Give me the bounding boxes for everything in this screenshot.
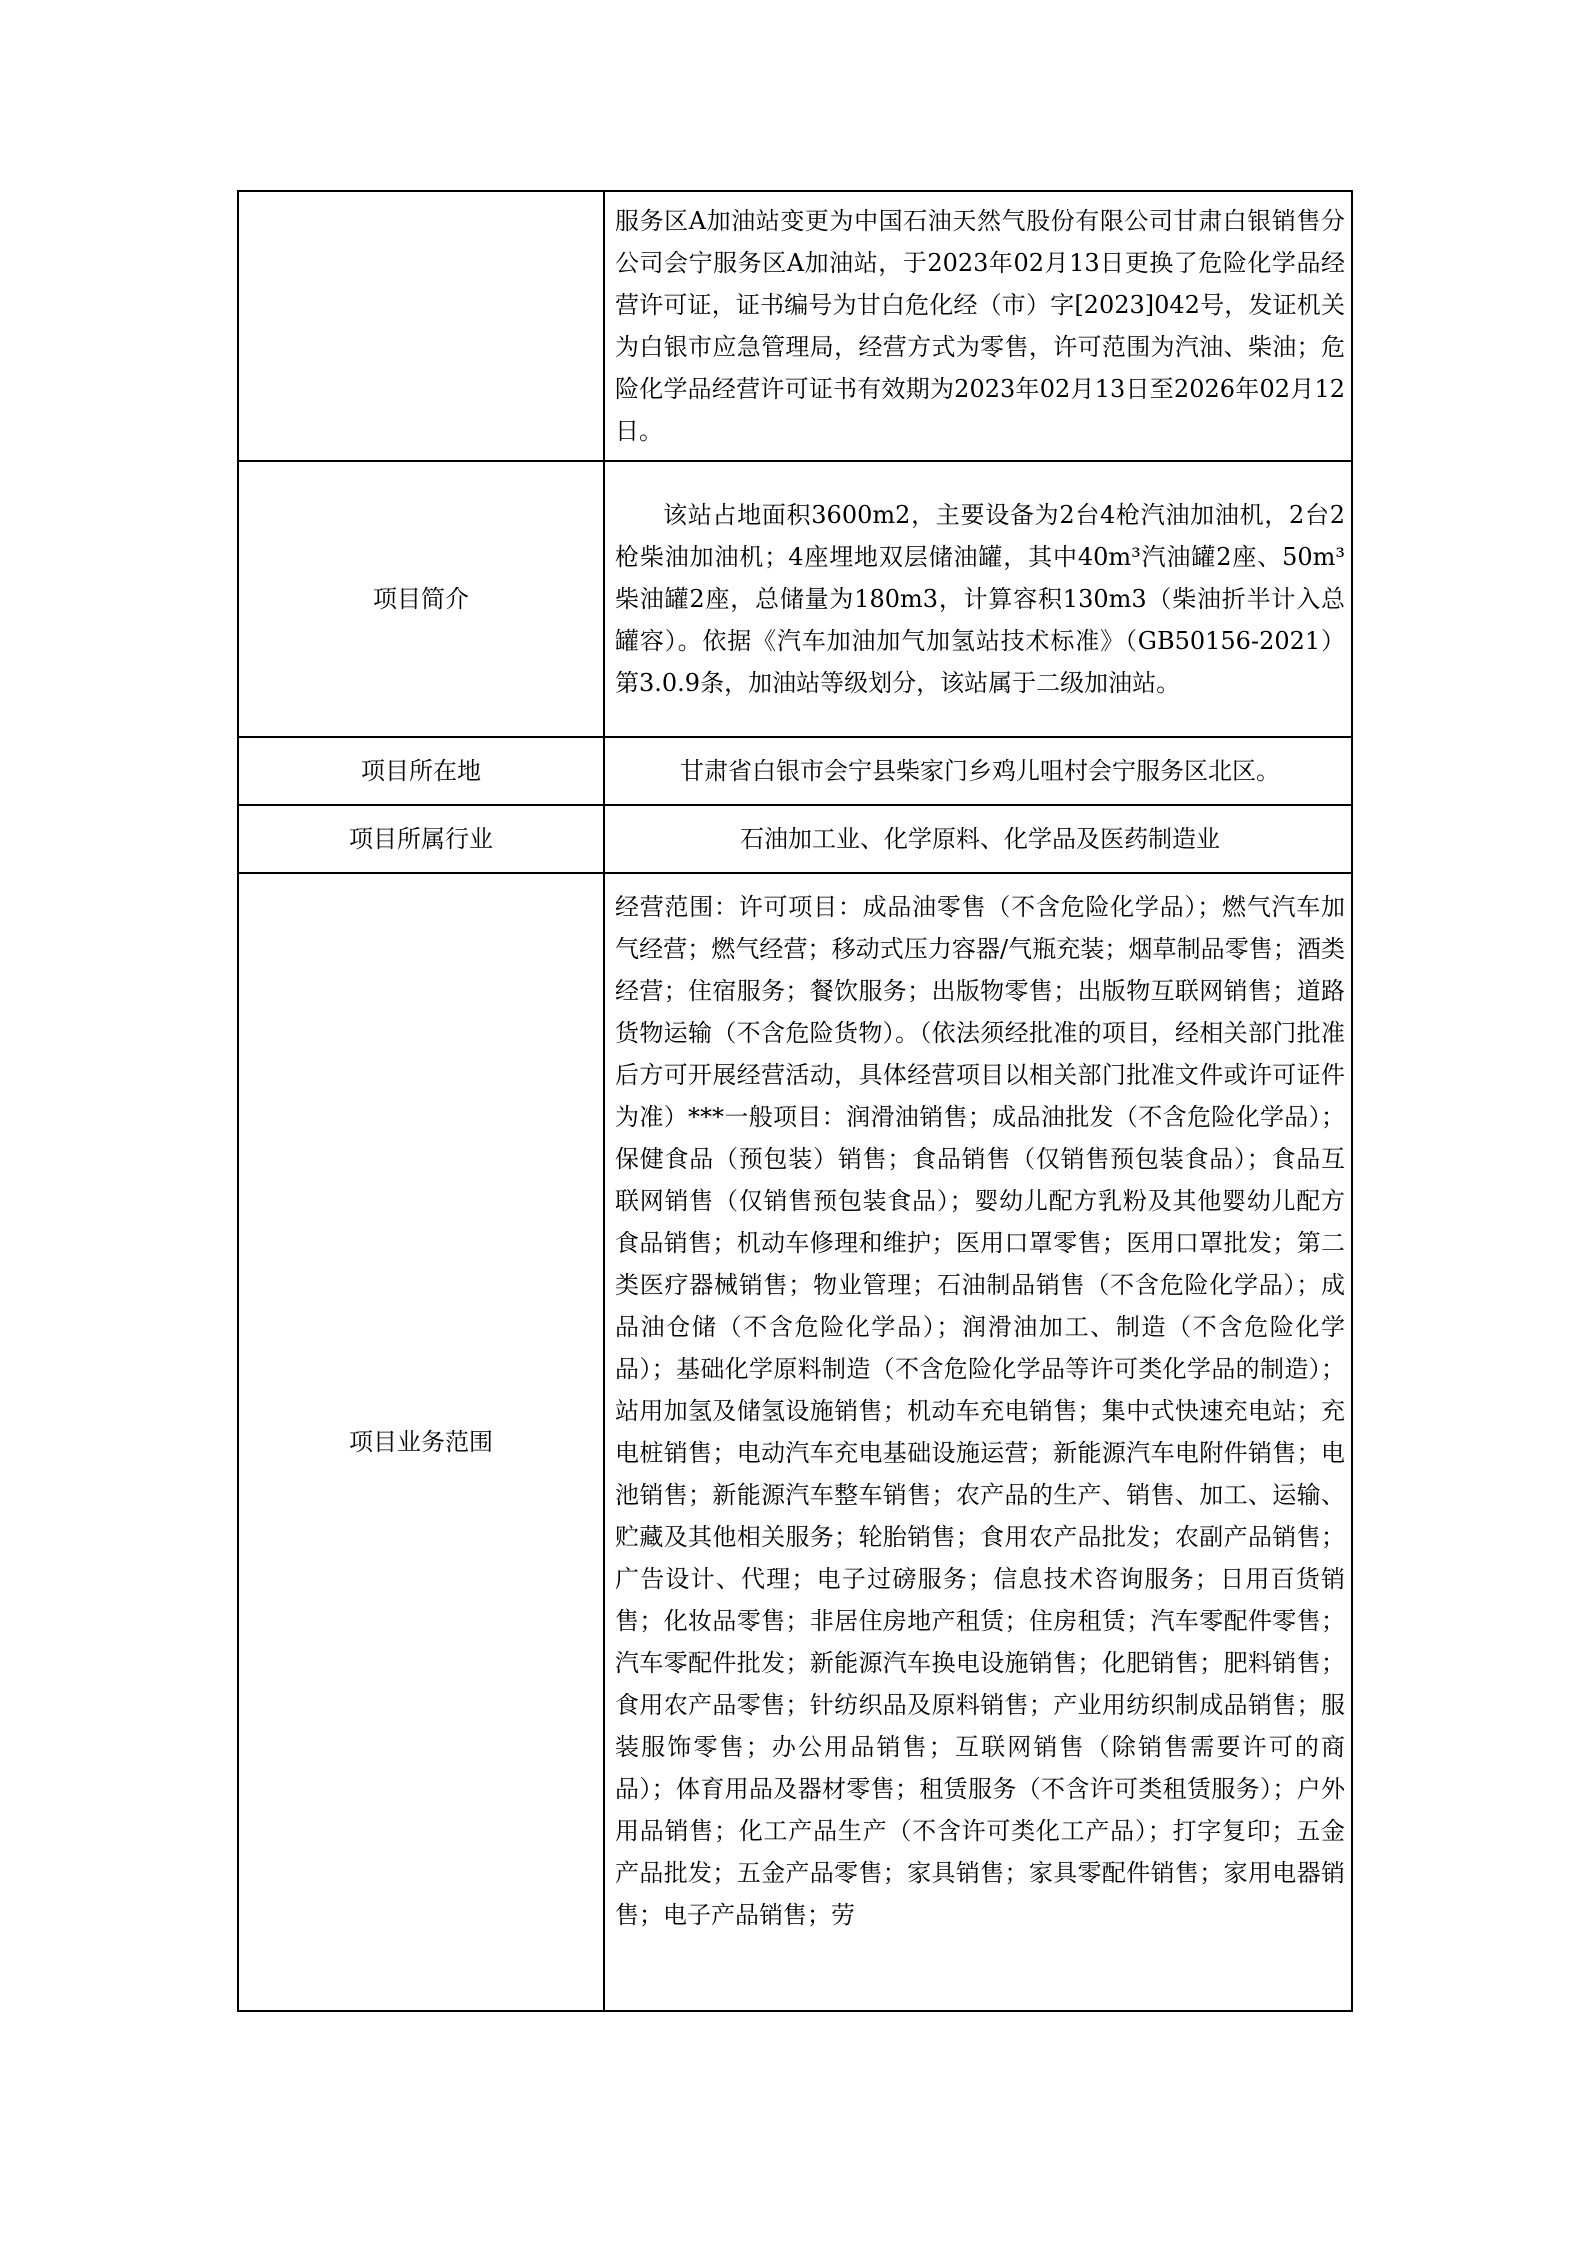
- project-industry-label: 项目所属行业: [238, 805, 604, 873]
- business-scope-label: 项目业务范围: [238, 873, 604, 2011]
- row-label-empty: [238, 191, 604, 461]
- project-intro-text: 该站占地面积3600m2，主要设备为2台4枪汽油加油机，2台2枪柴油加油机；4座埋地双层储油罐，其中40m³汽油罐2座、50m³柴油罐2座，总储量为180m3，计算容积130m3（柴油折半计入总罐容）。依据《汽车加油加气加氢站技术标准》（GB50156-2021）第3.0.9条，加油站等级划分，该站属于二级加油站。: [615, 501, 1345, 697]
- table-row: [238, 737, 1352, 805]
- table-row: [238, 191, 1352, 461]
- license-change-text: 服务区A加油站变更为中国石油天然气股份有限公司甘肃白银销售分公司会宁服务区A加油站，于2023年02月13日更换了危险化学品经营许可证，证书编号为甘白危化经（市）字[2023]042号，发证机关为白银市应急管理局，经营方式为零售，许可范围为汽油、柴油；危险化学品经营许可证书有效期为2023年02月13日至2026年02月12日。: [615, 207, 1345, 445]
- project-industry-text: 石油加工业、化学原料、化学品及医药制造业: [740, 825, 1220, 853]
- project-location-text: 甘肃省白银市会宁县柴家门乡鸡儿咀村会宁服务区北区。: [680, 757, 1280, 785]
- business-scope-content: [604, 873, 1352, 2011]
- license-change-content: [604, 191, 1352, 461]
- business-scope-text: 经营范围：许可项目：成品油零售（不含危险化学品）；燃气汽车加气经营；燃气经营；移动式压力容器/气瓶充装；烟草制品零售；酒类经营；住宿服务；餐饮服务；出版物零售；出版物互联网销售；道路货物运输（不含危险货物）。（依法须经批准的项目，经相关部门批准后方可开展经营活动，具体经营项目以相关部门批准文件或许可证件为准）***一般项目：润滑油销售；成品油批发（不含危险化学品）；保健食品（预包装）销售；食品销售（仅销售预包装食品）；食品互联网销售（仅销售预包装食品）；婴幼儿配方乳粉及其他婴幼儿配方食品销售；机动车修理和维护；医用口罩零售；医用口罩批发；第二类医疗器械销售；物业管理；石油制品销售（不含危险化学品）；成品油仓储（不含危险化学品）；润滑油加工、制造（不含危险化学品）；基础化学原料制造（不含危险化学品等许可类化学品的制造）；站用加氢及储氢设施销售；机动车充电销售；集中式快速充电站；充电桩销售；电动汽车充电基础设施运营；新能源汽车电附件销售；电池销售；新能源汽车整车销售；农产品的生产、销售、加工、运输、贮藏及其他相关服务；轮胎销售；食用农产品批发；农副产品销售；广告设计、代理；电子过磅服务；信息技术咨询服务；日用百货销售；化妆品零售；非居住房地产租赁；住房租赁；汽车零配件零售；汽车零配件批发；新能源汽车换电设施销售；化肥销售；肥料销售；食用农产品零售；针纺织品及原料销售；产业用纺织制成品销售；服装服饰零售；办公用品销售；互联网销售（除销售需要许可的商品）；体育用品及器材零售；租赁服务（不含许可类租赁服务）；户外用品销售；化工产品生产（不含许可类化工产品）；打字复印；五金产品批发；五金产品零售；家具销售；家具零配件销售；家用电器销售；电子产品销售；劳: [615, 893, 1345, 1929]
- table-row: [238, 461, 1352, 737]
- project-industry-content: [604, 805, 1352, 873]
- project-location-label: 项目所在地: [238, 737, 604, 805]
- project-intro-label: 项目简介: [238, 461, 604, 737]
- project-location-content: [604, 737, 1352, 805]
- table-row: [238, 805, 1352, 873]
- table-row: [238, 873, 1352, 2011]
- project-info-table: [237, 190, 1353, 2012]
- project-intro-content: [604, 461, 1352, 737]
